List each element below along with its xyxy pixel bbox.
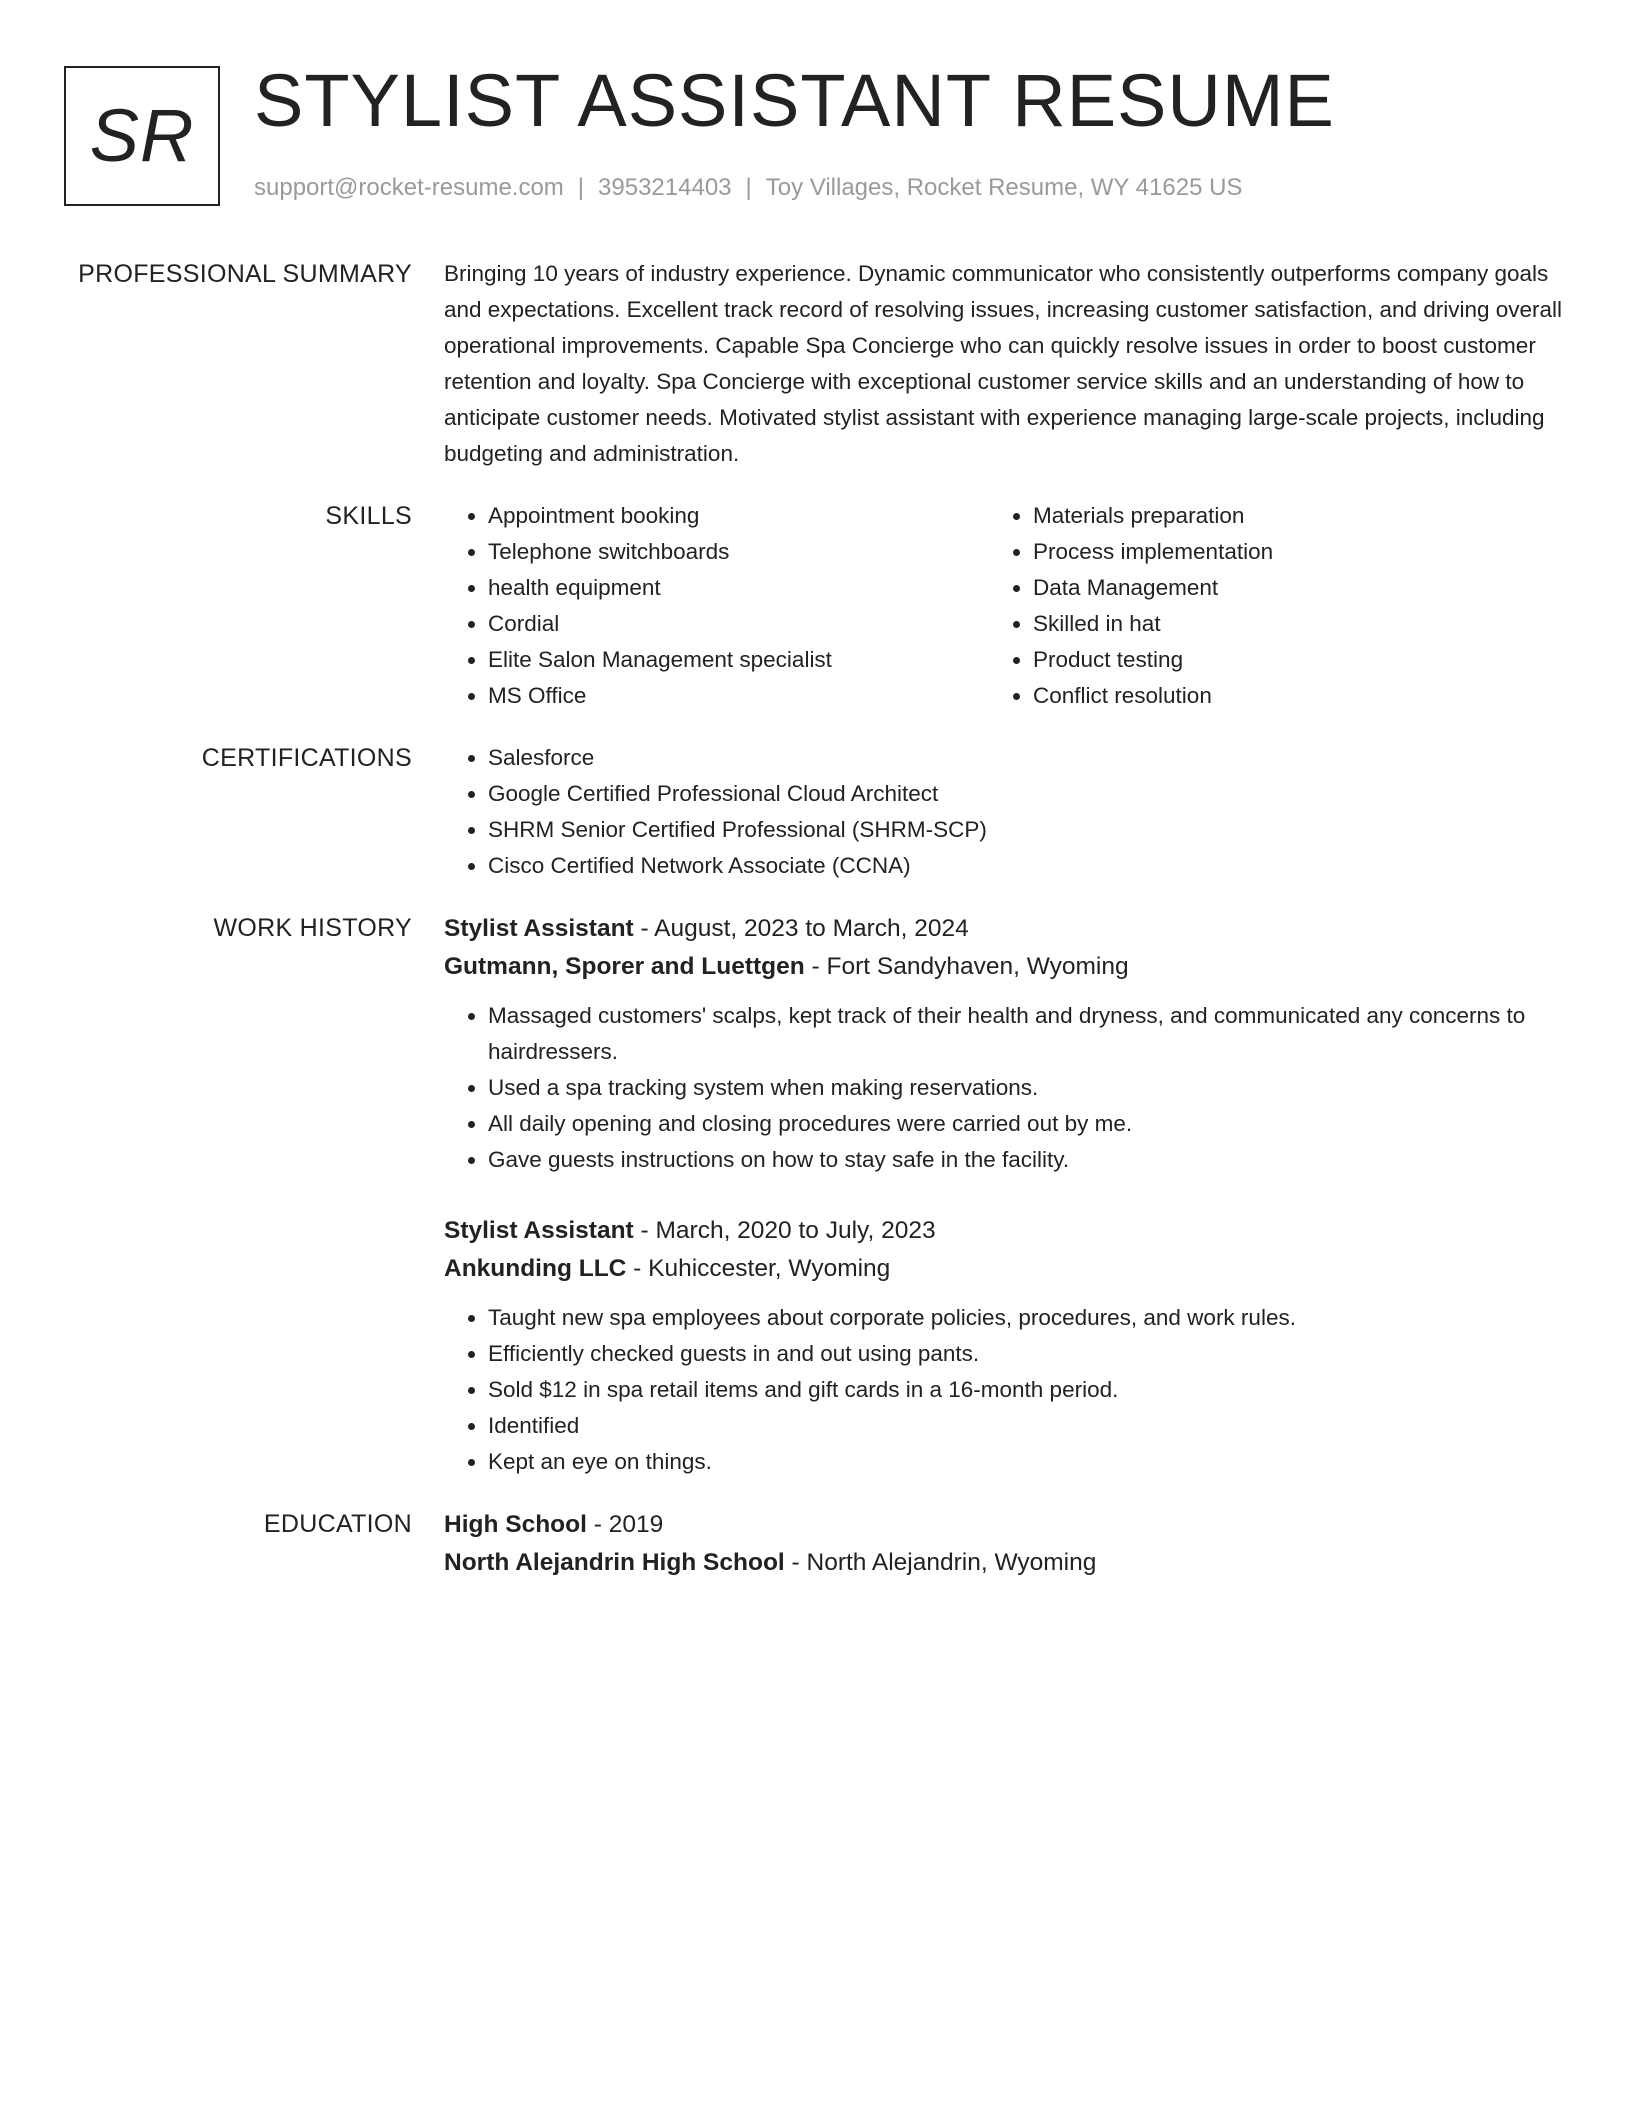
- summary-text: Bringing 10 years of industry experience. Dynamic communicator who consistently outperforms company goals and expectations. Excellent track record of resolving issues, increasing customer satisfaction, and driving overall operational improvements. Capable Spa Concierge who can quickly resolve issues in order to boost customer retention and loyalty. Spa Concierge with exceptional customer service skills and an understanding of how to anticipate customer needs. Motivated stylist assistant with experience managing large-scale projects, including budgeting and administration.: [444, 261, 1563, 466]
- section-skills: [64, 498, 1568, 714]
- job-duty-item: • Identified: [488, 1408, 1568, 1444]
- section-label-skills: SKILLS: [325, 502, 412, 530]
- job-duties-list: [444, 998, 1568, 1178]
- skills-list-left: [444, 498, 989, 714]
- job-location: Kuhiccester, Wyoming: [648, 1255, 891, 1282]
- job-duty-item: • Sold $12 in spa retail items and gift cards in a 16-month period.: [488, 1372, 1568, 1408]
- resume-header: [64, 59, 1568, 210]
- section-label-work-history: WORK HISTORY: [213, 914, 412, 942]
- education-year: 2019: [608, 1511, 664, 1538]
- education-school: North Alejandrin High School: [444, 1549, 785, 1576]
- section-work-history: [64, 910, 1568, 1480]
- contact-email[interactable]: support@rocket-resume.com: [254, 174, 564, 201]
- contact-phone[interactable]: 3953214403: [598, 174, 732, 201]
- job-company-line: Ankunding LLC - Kuhiccester, Wyoming: [444, 1255, 891, 1282]
- certification-item: • Google Certified Professional Cloud Architect: [488, 776, 1568, 812]
- education-body: [444, 1506, 1568, 1582]
- monogram-box: [64, 66, 220, 206]
- certification-item: • Cisco Certified Network Associate (CCNA): [488, 848, 1568, 884]
- skill-item: • Conflict resolution: [1033, 678, 1534, 714]
- contact-separator: |: [577, 174, 585, 201]
- job-title: Stylist Assistant: [444, 915, 634, 942]
- job-duty-item: • Taught new spa employees about corporate policies, procedures, and work rules.: [488, 1300, 1568, 1336]
- job-duty-item: • Kept an eye on things.: [488, 1444, 1568, 1480]
- job-duty-item: • Used a spa tracking system when making reservations.: [488, 1070, 1568, 1106]
- section-summary: [64, 256, 1568, 472]
- certifications-body: [444, 740, 1568, 884]
- certifications-list: [444, 740, 1568, 884]
- contact-address: Toy Villages, Rocket Resume, WY 41625 US: [765, 174, 1243, 201]
- skills-list-right: [989, 498, 1534, 714]
- skill-item: • Product testing: [1033, 642, 1534, 678]
- job-company: Gutmann, Sporer and Luettgen: [444, 953, 805, 980]
- contact-separator: |: [745, 174, 752, 201]
- section-label-certifications: CERTIFICATIONS: [201, 744, 412, 772]
- job-title-line: Stylist Assistant - August, 2023 to March, 2024: [444, 915, 969, 942]
- job-duty-item: • Efficiently checked guests in and out using pants.: [488, 1336, 1568, 1372]
- resume-sections: [64, 256, 1568, 1608]
- skill-item: • MS Office: [488, 678, 989, 714]
- job-dates: August, 2023 to March, 2024: [654, 915, 969, 942]
- job-entry: [444, 910, 1568, 1178]
- job-title-line: Stylist Assistant - March, 2020 to July, 2023: [444, 1217, 936, 1244]
- section-education: [64, 1506, 1568, 1582]
- education-school-line: North Alejandrin High School - North Alejandrin, Wyoming: [444, 1549, 1097, 1576]
- skill-item: • health equipment: [488, 570, 989, 606]
- job-title: Stylist Assistant: [444, 1217, 634, 1244]
- job-company-line: Gutmann, Sporer and Luettgen - Fort Sandyhaven, Wyoming: [444, 953, 1129, 980]
- job-company: Ankunding LLC: [444, 1255, 627, 1282]
- section-label-education: EDUCATION: [263, 1510, 412, 1538]
- education-location: North Alejandrin, Wyoming: [806, 1549, 1097, 1576]
- job-duty-item: • All daily opening and closing procedures were carried out by me.: [488, 1106, 1568, 1142]
- skill-item: • Elite Salon Management specialist: [488, 642, 989, 678]
- education-degree: High School: [444, 1511, 587, 1538]
- job-duties-list: [444, 1300, 1568, 1480]
- job-dates: March, 2020 to July, 2023: [655, 1217, 936, 1244]
- job-duty-item: • Gave guests instructions on how to stay safe in the facility.: [488, 1142, 1568, 1178]
- skill-item: • Materials preparation: [1033, 498, 1534, 534]
- skill-item: • Telephone switchboards: [488, 534, 989, 570]
- work-history-body: [444, 910, 1568, 1480]
- certification-item: • SHRM Senior Certified Professional (SHRM-SCP): [488, 812, 1568, 848]
- skills-grid: [444, 498, 1568, 714]
- job-location: Fort Sandyhaven, Wyoming: [826, 953, 1129, 980]
- section-certifications: [64, 740, 1568, 884]
- monogram-initials: SR: [89, 94, 195, 177]
- summary-body: [444, 256, 1568, 472]
- skill-item: • Skilled in hat: [1033, 606, 1534, 642]
- education-degree-line: High School - 2019: [444, 1511, 664, 1538]
- certification-item: • Salesforce: [488, 740, 1568, 776]
- section-label-summary: PROFESSIONAL SUMMARY: [78, 260, 412, 288]
- resume-title: STYLIST ASSISTANT RESUME: [254, 59, 1335, 142]
- contact-line: [254, 174, 1242, 203]
- job-entry: [444, 1212, 1568, 1480]
- job-duty-item: • Massaged customers' scalps, kept track of their health and dryness, and communicated any concerns to hairdressers.: [488, 998, 1568, 1070]
- skill-item: • Process implementation: [1033, 534, 1534, 570]
- skill-item: • Cordial: [488, 606, 989, 642]
- skill-item: • Data Management: [1033, 570, 1534, 606]
- skill-item: • Appointment booking: [488, 498, 989, 534]
